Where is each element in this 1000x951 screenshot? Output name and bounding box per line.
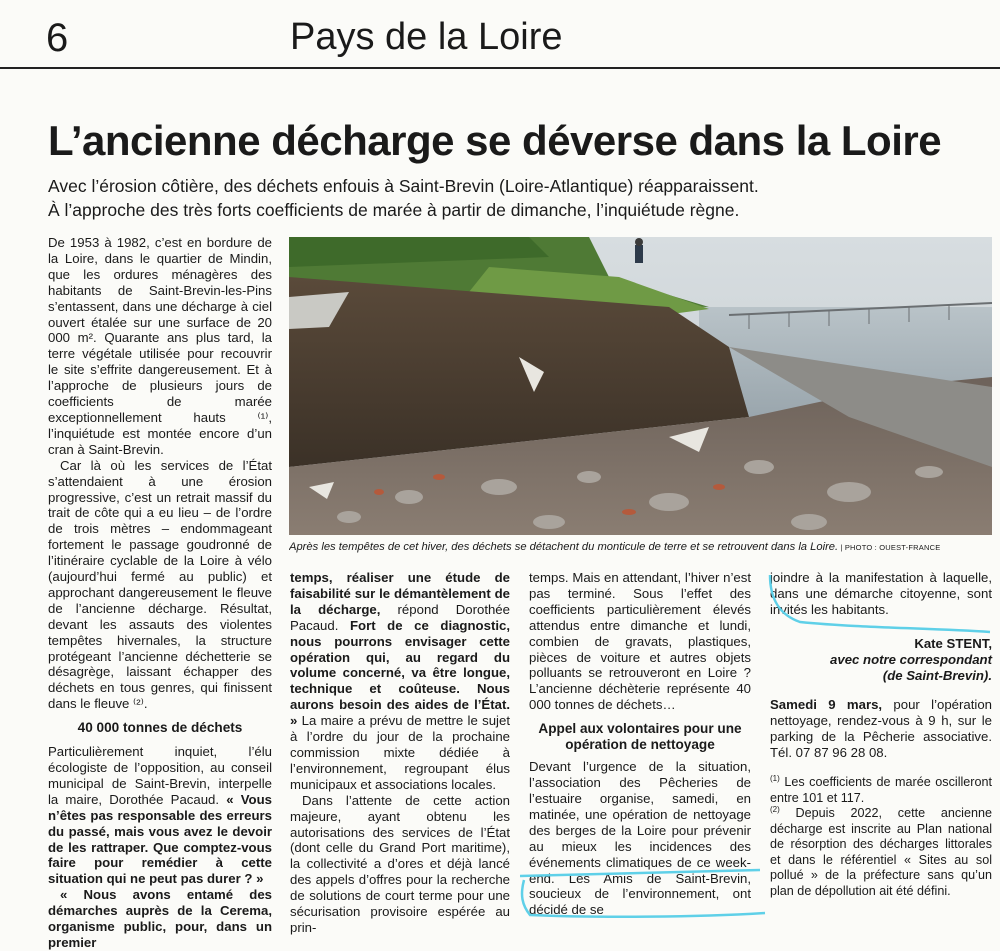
footnote-number: (1) bbox=[770, 773, 780, 783]
article-photo bbox=[289, 237, 992, 535]
paragraph: Devant l’urgence de la situation, l’association des Pêcheries de l’estuaire organise, samedi, en matinée, une opération de nettoyage des berges de la Loire pour prévenir au mieux les incidences des événements climatiques de ce week-end. Les Amis de Saint-Brevin, soucieux de l’environnement, ont décidé de se bbox=[529, 759, 751, 918]
paragraph: Dans l’attente de cette action majeure, ayant obtenu les autorisations des services de l’État (dont celle du Grand Port maritime), la collectivité a d’ores et déjà lancé des appels d’offres pour la recherche de solutions de court terme pour une sécurisation provisoire espérée au prin- bbox=[290, 792, 510, 935]
paragraph bbox=[290, 570, 510, 793]
quote: Fort de ce diagnostic, nous pourrons envisager cette opération qui, au regard du volume concerné, va être longue, technique et coûteuse. Nous aurons besoin des aides de l’État. » bbox=[290, 617, 510, 729]
subheading: 40 000 tonnes de déchets bbox=[77, 720, 243, 736]
text-run: Particulièrement inquiet, l’élu écologiste de l’opposition, au conseil municipal de Saint-Brevin, interpelle la maire, Dorothée Pacaud. bbox=[48, 744, 272, 807]
quote: « Vous n’êtes pas responsable des erreurs du passé, mais vous avez le devoir de les rattraper. Que comptez-vous faire pour remédier à cette situation qui ne peut pas durer ? » bbox=[48, 791, 273, 887]
shoreline-landfill-photo bbox=[289, 237, 992, 535]
subtitle-line-2: À l’approche des très forts coefficients de marée à partir de dimanche, l’inquiétude règne. bbox=[48, 200, 740, 220]
paragraph: temps. Mais en attendant, l’hiver n’est pas terminé. Sous l’effet des coefficients particulièrement élevés attendus entre dimanche et lundi, combien de gravats, plastiques, pièces de voiture et autres objets polluants se retrouveront en Loire ? L’ancienne déchèterie représente 40 000 tonnes de déchets… bbox=[529, 570, 751, 713]
footnote bbox=[770, 806, 992, 899]
quote: temps, réaliser une étude de faisabilité sur le démantèlement de la décharge, bbox=[290, 570, 510, 617]
quote: « Nous avons entamé des démarches auprès de la Cerema, organisme public, pour, dans un premier bbox=[48, 887, 272, 950]
footnote bbox=[770, 775, 992, 806]
text-run: La maire a prévu de mettre le sujet à l’ordre du jour de la prochaine commission mixte dédiée à l’environnement, regroupant élus municipaux et associations locales. bbox=[290, 713, 510, 792]
event-info bbox=[770, 697, 992, 761]
footnote-text: Les coefficients de marée oscilleront entre 101 et 117. bbox=[770, 775, 992, 805]
paragraph bbox=[48, 887, 272, 951]
section-title: Pays de la Loire bbox=[290, 16, 563, 58]
footnote-number: (2) bbox=[770, 804, 780, 814]
photo-caption bbox=[289, 541, 992, 553]
event-text: pour l’opération nettoyage, rendez-vous à 9 h, sur le parking de la Pêcherie associative. Tél. 07 87 96 28 08. bbox=[770, 697, 992, 761]
text-run: répond Dorothée Pacaud. bbox=[290, 601, 510, 633]
footnote-text: Depuis 2022, cette ancienne décharge est inscrite au Plan national de résorption des décharges littorales et dans le référentiel « Sites au sol pollué » de la préfecture sans qu’un plan de dépollution ait été défini. bbox=[770, 806, 992, 898]
column-4 bbox=[770, 570, 992, 899]
column-3 bbox=[529, 570, 751, 918]
paragraph: Car là où les services de l’État s’attendaient à une érosion progressive, c’est un retrait massif du trait de côte qui a eu lieu – de l’ordre de trois mètres – endommageant fortement le passage goudronné de l’itinéraire cyclable de la Loire à vélo (aujourd’hui fermé au public) et approchant dangereusement le fleuve de l’ancienne décharge. Résultat, devant les assauts des violentes tempêtes hivernales, la structure protégeant l’ancienne déchetterie se désagrège, laissant échapper des déchets en tous genres, qui finissent dans le fleuve ⁽²⁾. bbox=[48, 457, 272, 712]
column-1 bbox=[48, 235, 272, 951]
author-name: Kate STENT, bbox=[914, 635, 992, 651]
page-number: 6 bbox=[46, 16, 69, 60]
column-2 bbox=[290, 570, 510, 936]
caption-text: Après les tempêtes de cet hiver, des déchets se détachent du monticule de terre et se retrouvent dans la Loire. bbox=[289, 541, 839, 553]
photo-credit: | PHOTO : OUEST-FRANCE bbox=[838, 543, 941, 552]
author-credit-location: (de Saint-Brevin). bbox=[882, 667, 992, 683]
footnotes bbox=[770, 775, 992, 899]
event-date: Samedi 9 mars, bbox=[770, 697, 883, 713]
paragraph: joindre à la manifestation à laquelle, dans une démarche citoyenne, sont invités les habitants. bbox=[770, 570, 992, 617]
subheading: Appel aux volontaires pour une opération de nettoyage bbox=[538, 721, 742, 753]
subtitle-line-1: Avec l’érosion côtière, des déchets enfouis à Saint-Brevin (Loire-Atlantique) réapparaissent. bbox=[48, 176, 759, 196]
paragraph: De 1953 à 1982, c’est en bordure de la Loire, dans le quartier de Mindin, que les ordures ménagères des habitants de Saint-Brevin-les-Pins s’entassent, dans une décharge à ciel ouvert étalée sur une surface de 20 000 m². Quarante ans plus tard, la terre végétale utilisée pour recouvrir le site s’effrite dangereusement. Et à l’approche de plusieurs jours de coefficients de marée exceptionnellement hauts ⁽¹⁾, l’inquiétude est montée encore d’un cran à Saint-Brevin. bbox=[48, 235, 272, 457]
paragraph bbox=[48, 744, 272, 887]
author-credit: avec notre correspondant bbox=[830, 651, 992, 667]
header-rule bbox=[0, 67, 1000, 69]
headline: L’ancienne décharge se déverse dans la Loire bbox=[48, 117, 942, 164]
